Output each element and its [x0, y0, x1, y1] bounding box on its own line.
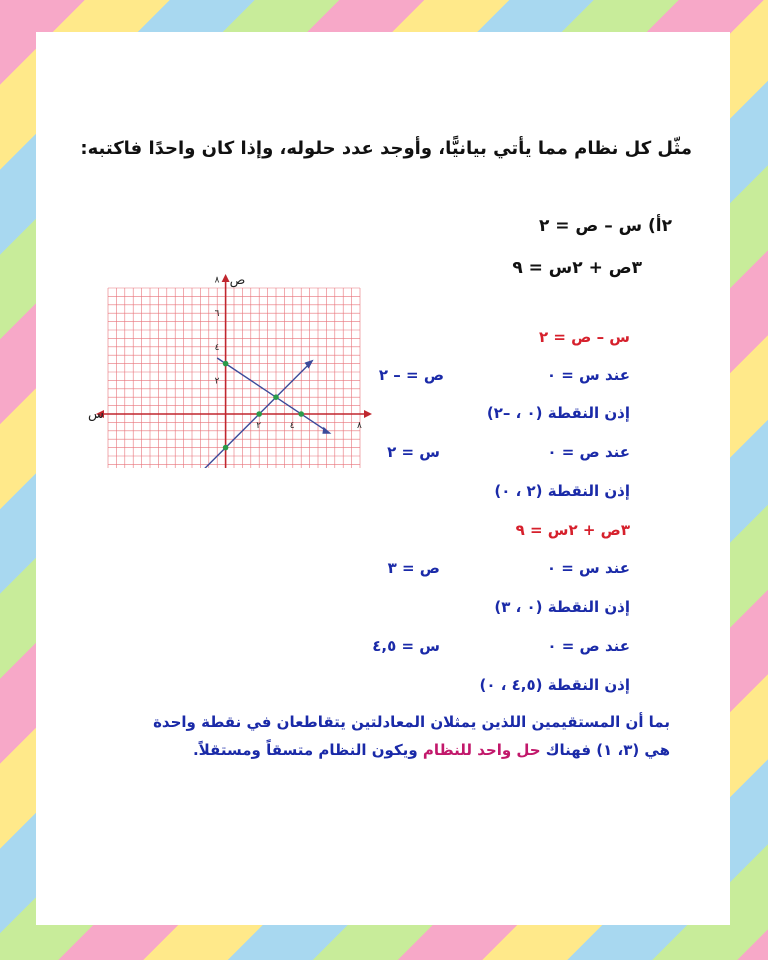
problem-equation-2: ٣ص + ٢س = ٩ — [512, 258, 642, 278]
problem-label: ٢أ) — [648, 216, 672, 236]
y-axis-label: ص — [229, 273, 246, 288]
plotted-point — [273, 394, 279, 400]
y-axis-arrow-up — [222, 274, 230, 282]
eq1-header: س – ص = ٢ — [539, 328, 630, 346]
y-tick-label: ٤ — [214, 342, 220, 353]
coordinate-graph — [86, 268, 382, 468]
conclusion-text-b: ويكون النظام متسقاً ومستقلاً. — [192, 741, 423, 759]
plotted-point — [256, 411, 262, 417]
y-tick-label: ٦ — [214, 309, 220, 320]
conclusion-line-2 — [193, 736, 670, 764]
eq2-at-y0: عند ص = ٠ — [547, 637, 630, 655]
line-equation-2 — [214, 358, 326, 431]
x-axis-arrow-right — [364, 410, 372, 418]
x-tick-label: ٨ — [357, 421, 362, 431]
eq1-x-result: س = ٢ — [387, 443, 440, 461]
x-axis-label: س — [88, 407, 104, 422]
eq2-at-x0: عند س = ٠ — [546, 559, 630, 577]
eq1-at-y0: عند ص = ٠ — [547, 443, 630, 461]
eq2-point-1: إذن النقطة (٠ ، ٣) — [494, 598, 630, 616]
x-tick-label: ٢ — [256, 421, 262, 431]
conclusion-line-1: بما أن المستقيمين اللذين يمثلان المعادلتين يتقاطعان في نقطة واحدة — [153, 713, 670, 731]
y-tick-label: ٢ — [214, 376, 220, 387]
plotted-point — [223, 445, 229, 451]
plotted-point — [298, 411, 304, 417]
eq2-y-result: ص = ٣ — [387, 559, 440, 577]
x-tick-label: ٤ — [289, 421, 295, 431]
worksheet-card — [36, 32, 730, 925]
eq2-x-result: س = ٤,٥ — [372, 637, 440, 655]
problem-equation-1 — [539, 216, 672, 236]
eq1-point-2: إذن النقطة (٢ ، ٠) — [494, 482, 630, 500]
eq1-at-x0: عند س = ٠ — [546, 366, 630, 384]
eq1-point-1: إذن النقطة (٠ ، –٢) — [486, 404, 630, 422]
y-tick-label: ٨ — [214, 275, 220, 286]
eq2-header: ٣ص + ٢س = ٩ — [515, 521, 630, 539]
plotted-point — [223, 361, 229, 367]
equation-1-text: س – ص = ٢ — [538, 216, 643, 236]
conclusion-highlight: حل واحد للنظام — [422, 741, 541, 759]
conclusion-text-a: هي (٣، ١) فهناك — [540, 741, 670, 759]
line-2-arrow — [322, 427, 331, 434]
eq1-y-result: ص = – ٢ — [378, 366, 444, 384]
eq2-point-2: إذن النقطة (٤,٥ ، ٠) — [479, 676, 630, 694]
page-title: مثّل كل نظام مما يأتي بيانيًّا، وأوجد عدد حلوله، وإذا كان واحدًا فاكتبه: — [80, 138, 692, 159]
